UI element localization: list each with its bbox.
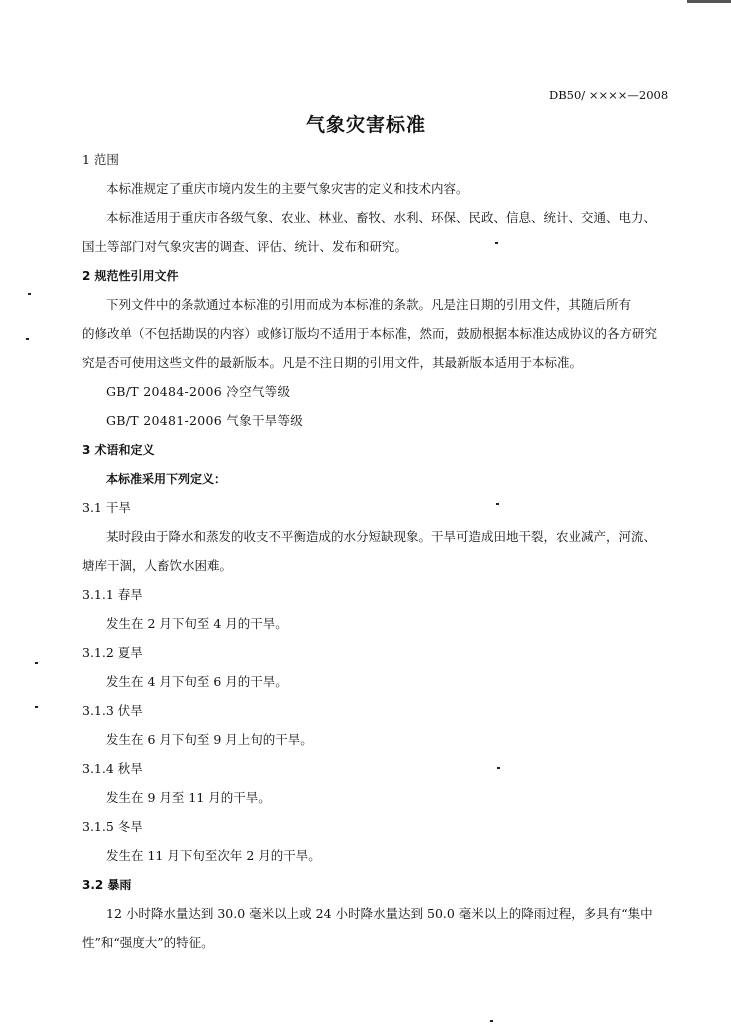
paragraph-line: 国土等部门对气象灾害的调查、评估、统计、发布和研究。 [82,239,408,254]
definition-text: 发生在 4 月下旬至 6 月的干旱。 [106,674,288,689]
definitions-intro: 本标准采用下列定义： [106,472,227,486]
page-title: 气象灾害标准 [306,114,427,136]
subsection-heading: 3.1.2 夏旱 [82,645,143,660]
paragraph-line: 塘库干涸，人畜饮水困难。 [82,558,233,573]
paragraph-line: 下列文件中的条款通过本标准的引用而成为本标准的条款。凡是注日期的引用文件，其随后所有 [106,297,632,312]
scan-speck [35,706,38,708]
reference-item: GB/T 20481-2006 气象干旱等级 [106,413,304,428]
definition-text: 发生在 2 月下旬至 4 月的干旱。 [106,616,288,631]
reference-item: GB/T 20484-2006 冷空气等级 [106,384,291,399]
paragraph-line: 本标准适用于重庆市各级气象、农业、林业、畜牧、水利、环保、民政、信息、统计、交通、电力、 [106,210,657,225]
paragraph-line: 12 小时降水量达到 30.0 毫米以上或 24 小时降水量达到 50.0 毫米以上的降雨过程，多具有“集中 [106,906,653,921]
section-heading: 1 范围 [82,152,119,167]
paragraph-line: 某时段由于降水和蒸发的收支不平衡造成的水分短缺现象。干旱可造成田地干裂，农业减产，河流、 [106,529,657,544]
subsection-heading: 3.2 暴雨 [82,878,132,892]
scan-edge-mark [687,0,731,3]
scan-speck [496,503,499,505]
scan-speck [28,293,31,295]
subsection-heading: 3.1 干旱 [82,500,131,515]
document-code: DB50/ ××××—2008 [549,88,669,102]
subsection-heading: 3.1.4 秋旱 [82,761,143,776]
definition-text: 发生在 9 月至 11 月的干旱。 [106,790,271,805]
section-heading: 2 规范性引用文件 [82,269,179,283]
subsection-heading: 3.1.5 冬旱 [82,819,143,834]
scan-speck [497,767,500,769]
section-heading: 3 术语和定义 [82,443,155,457]
paragraph-line: 究是否可使用这些文件的最新版本。凡是不注日期的引用文件，其最新版本适用于本标准。 [82,355,583,370]
subsection-heading: 3.1.3 伏旱 [82,703,143,718]
paragraph-line: 的修改单（不包括勘误的内容）或修订版均不适用于本标准，然而，鼓励根据本标准达成协议的各方研究 [82,326,658,341]
scan-speck [490,1020,493,1022]
scan-speck [26,338,29,340]
definition-text: 发生在 11 月下旬至次年 2 月的干旱。 [106,848,321,863]
subsection-heading: 3.1.1 春旱 [82,587,143,602]
scan-speck [35,662,38,664]
paragraph-line: 本标准规定了重庆市境内发生的主要气象灾害的定义和技术内容。 [106,181,469,196]
scan-speck [495,242,498,244]
definition-text: 发生在 6 月下旬至 9 月上旬的干旱。 [106,732,313,747]
paragraph-line: 性”和“强度大”的特征。 [82,935,214,950]
